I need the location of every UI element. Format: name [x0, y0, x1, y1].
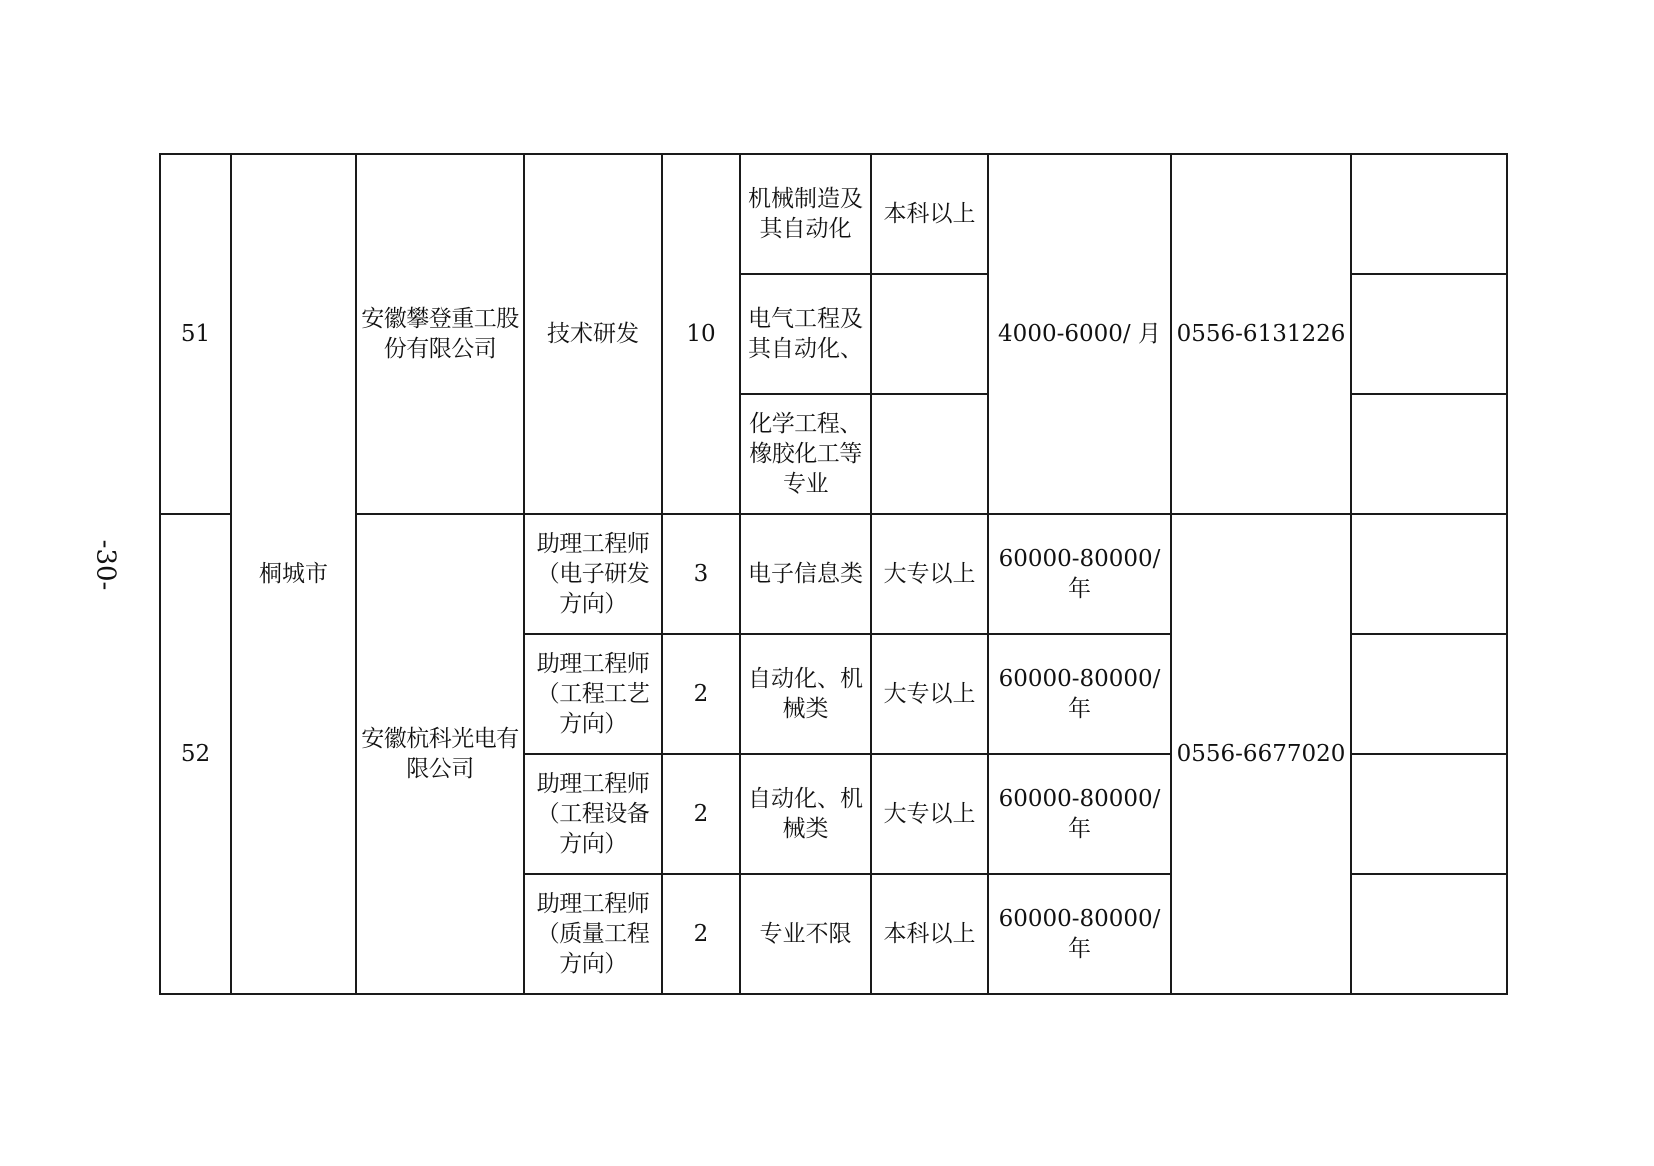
salary-cell: 60000-80000/年 [988, 754, 1171, 874]
remark-cell [1351, 754, 1507, 874]
salary-cell: 60000-80000/年 [988, 874, 1171, 994]
position-cell: 技术研发 [524, 154, 662, 514]
remark-cell [1351, 634, 1507, 754]
education-cell [871, 274, 988, 394]
company-name: 安徽攀登重工股份有限公司 [356, 154, 524, 514]
remark-cell [1351, 874, 1507, 994]
education-cell: 大专以上 [871, 754, 988, 874]
education-cell: 本科以上 [871, 154, 988, 274]
table-row [160, 154, 1507, 274]
major-cell: 机械制造及其自动化 [740, 154, 871, 274]
major-cell: 电气工程及其自动化、 [740, 274, 871, 394]
table-row [160, 514, 1507, 634]
major-cell: 化学工程、橡胶化工等专业 [740, 394, 871, 514]
count-cell: 2 [662, 874, 740, 994]
remark-cell [1351, 274, 1507, 394]
company-name: 安徽杭科光电有限公司 [356, 514, 524, 994]
phone-cell: 0556-6131226 [1171, 154, 1351, 514]
job-table [159, 153, 1508, 995]
education-cell: 本科以上 [871, 874, 988, 994]
remark-cell [1351, 394, 1507, 514]
major-cell: 电子信息类 [740, 514, 871, 634]
city-cell: 桐城市 [231, 154, 356, 994]
major-cell: 自动化、机械类 [740, 634, 871, 754]
count-cell: 10 [662, 154, 740, 514]
count-cell: 3 [662, 514, 740, 634]
salary-cell: 60000-80000/年 [988, 634, 1171, 754]
position-cell: 助理工程师（工程工艺方向） [524, 634, 662, 754]
position-cell: 助理工程师（质量工程方向） [524, 874, 662, 994]
remark-cell [1351, 514, 1507, 634]
salary-cell: 60000-80000/年 [988, 514, 1171, 634]
entry-number: 51 [160, 154, 231, 514]
page-number: -30- [90, 539, 121, 591]
major-cell: 专业不限 [740, 874, 871, 994]
count-cell: 2 [662, 634, 740, 754]
major-cell: 自动化、机械类 [740, 754, 871, 874]
entry-number: 52 [160, 514, 231, 994]
salary-cell: 4000-6000/ 月 [988, 154, 1171, 514]
position-cell: 助理工程师（电子研发方向） [524, 514, 662, 634]
education-cell: 大专以上 [871, 514, 988, 634]
remark-cell [1351, 154, 1507, 274]
position-cell: 助理工程师（工程设备方向） [524, 754, 662, 874]
count-cell: 2 [662, 754, 740, 874]
education-cell: 大专以上 [871, 634, 988, 754]
education-cell [871, 394, 988, 514]
phone-cell: 0556-6677020 [1171, 514, 1351, 994]
